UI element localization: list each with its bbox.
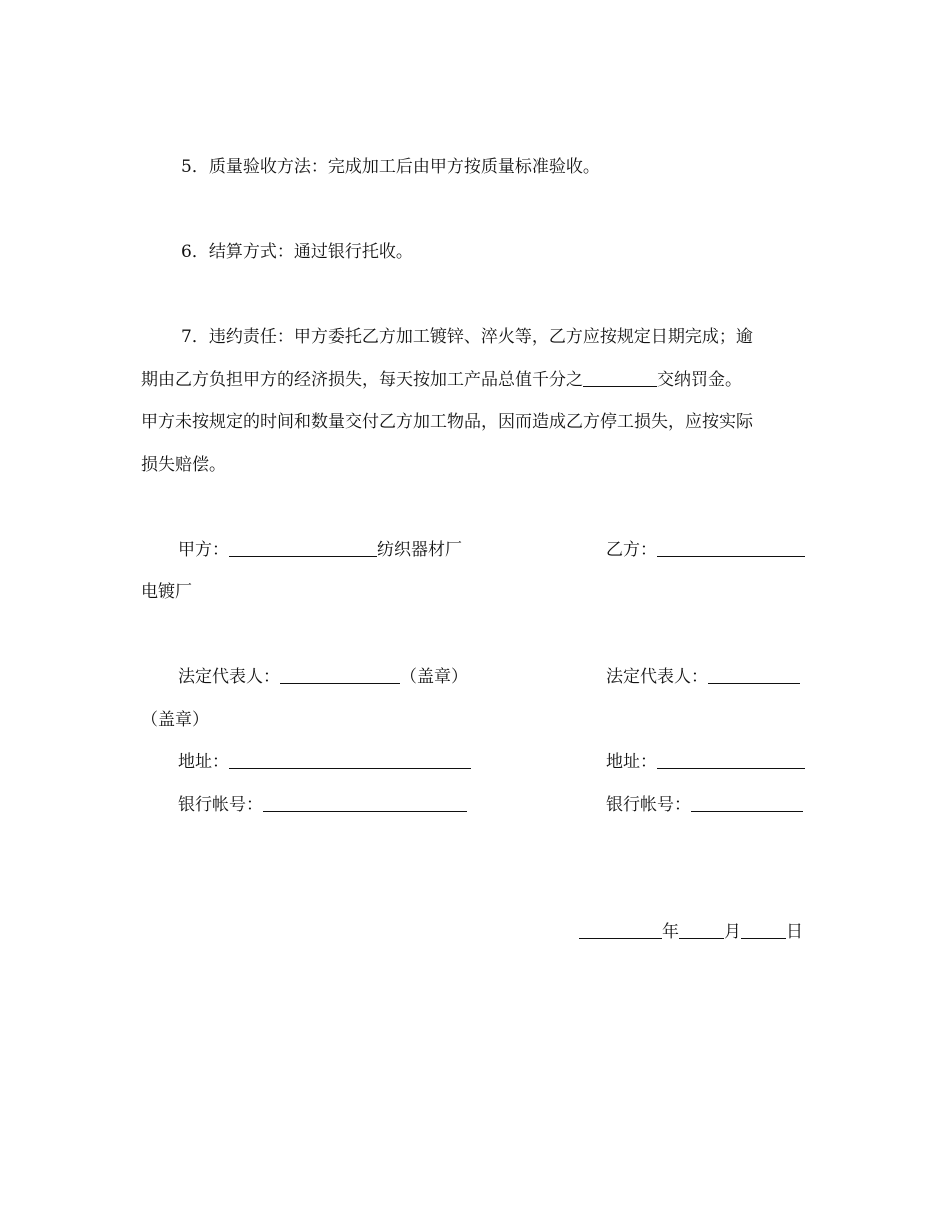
party-b-label: 乙方： <box>606 540 657 560</box>
party-a-address-row <box>178 750 471 774</box>
clause-5: 5．质量验收方法：完成加工后由甲方按质量标准验收。 <box>181 157 600 177</box>
party-a-rep-blank[interactable] <box>280 665 400 684</box>
clause-6: 6．结算方式：通过银行托收。 <box>181 242 413 262</box>
day-label: 日 <box>786 922 803 942</box>
party-a-seal: （盖章） <box>400 667 468 687</box>
party-b-name-blank[interactable] <box>657 538 805 557</box>
party-b-address-blank[interactable] <box>657 750 805 769</box>
party-a-name-blank[interactable] <box>229 538 377 557</box>
party-a-name-row <box>178 538 462 562</box>
clause-7-line-2 <box>141 368 742 392</box>
party-b-rep-label: 法定代表人： <box>606 667 708 687</box>
party-a-bank-row <box>178 793 467 817</box>
party-a-name-suffix: 纺织器材厂 <box>377 540 462 560</box>
clause-7-line-3: 甲方未按规定的时间和数量交付乙方加工物品，因而造成乙方停工损失，应按实际 <box>141 412 753 432</box>
party-a-bank-blank[interactable] <box>263 793 467 812</box>
year-blank[interactable] <box>579 920 662 939</box>
day-blank[interactable] <box>741 920 786 939</box>
penalty-rate-blank[interactable] <box>583 368 657 387</box>
party-a-address-blank[interactable] <box>229 750 471 769</box>
year-label: 年 <box>662 922 679 942</box>
clause-7-line-4: 损失赔偿。 <box>141 455 226 475</box>
party-b-rep-row <box>606 665 800 689</box>
date-row <box>579 920 803 944</box>
clause-7-line-2-text: 期由乙方负担甲方的经济损失，每天按加工产品总值千分之 <box>141 370 583 390</box>
party-b-address-row <box>606 750 805 774</box>
party-a-label: 甲方： <box>178 540 229 560</box>
party-a-address-label: 地址： <box>178 752 229 772</box>
party-b-address-label: 地址： <box>606 752 657 772</box>
party-b-bank-label: 银行帐号： <box>606 795 691 815</box>
clause-7-line-1: 7．违约责任：甲方委托乙方加工镀锌、淬火等，乙方应按规定日期完成；逾 <box>181 327 753 347</box>
party-b-name-suffix: 电镀厂 <box>141 582 192 602</box>
party-a-rep-row <box>178 665 468 689</box>
month-blank[interactable] <box>679 920 724 939</box>
clause-7-line-2-end: 交纳罚金。 <box>657 370 742 390</box>
party-b-seal: （盖章） <box>141 710 209 730</box>
party-b-rep-blank[interactable] <box>708 665 800 684</box>
party-a-bank-label: 银行帐号： <box>178 795 263 815</box>
party-a-rep-label: 法定代表人： <box>178 667 280 687</box>
month-label: 月 <box>724 922 741 942</box>
party-b-bank-row <box>606 793 803 817</box>
party-b-name-row <box>606 538 805 562</box>
party-b-bank-blank[interactable] <box>691 793 803 812</box>
